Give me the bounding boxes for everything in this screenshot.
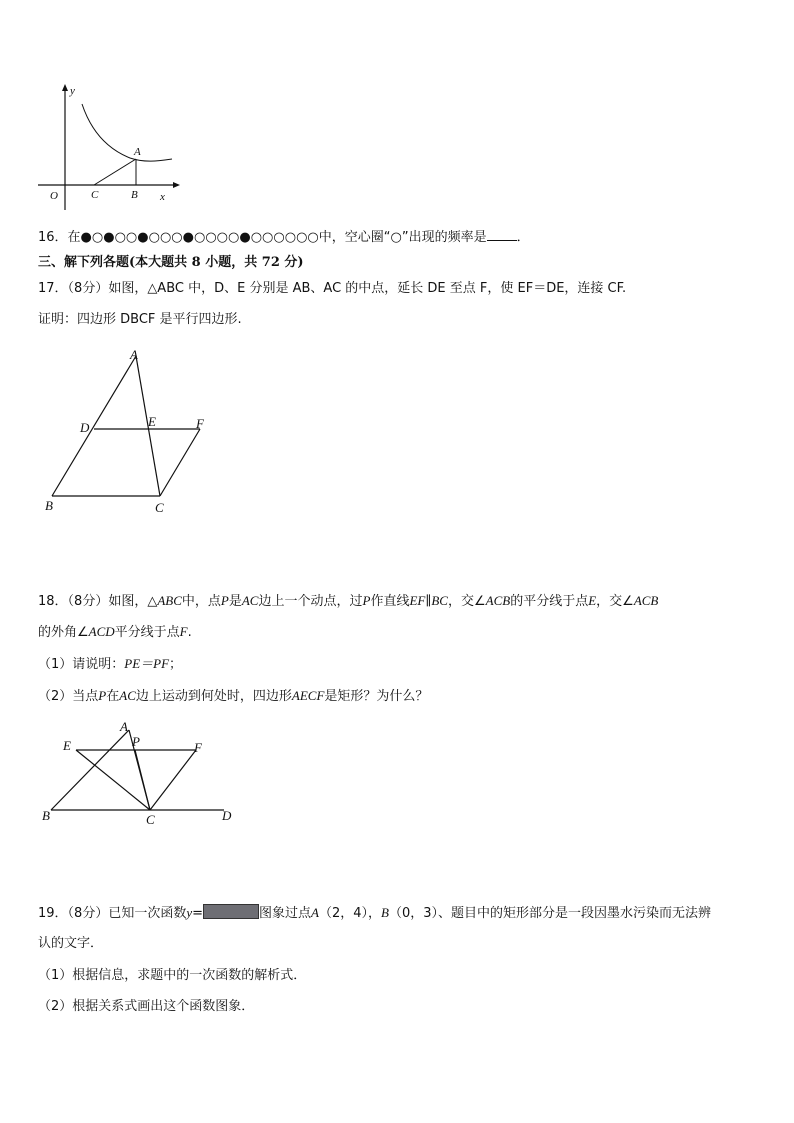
q18-text: 边上运动到何处时，四边形 xyxy=(135,689,292,704)
section-heading: 三、解下列各题(本大题共 8 小题，共 72 分) xyxy=(38,255,304,270)
q18-text: 的平分线于点 xyxy=(510,594,589,609)
q19-point-a: A xyxy=(311,905,319,920)
segment-ca xyxy=(94,159,136,185)
question-18-line2 xyxy=(38,623,192,642)
q18-line-ef: EF∥BC xyxy=(409,593,448,608)
y-axis-label: y xyxy=(70,85,75,97)
question-19-line1 xyxy=(38,904,711,923)
q18-text: . xyxy=(187,625,192,640)
segment-ec xyxy=(76,750,150,810)
question-19-line2: 认的文字． xyxy=(38,936,104,951)
y-axis-arrow xyxy=(62,84,68,91)
q18-text: 作直线 xyxy=(370,594,410,609)
function-graph-figure xyxy=(30,78,190,213)
q18-text: 在 xyxy=(106,689,120,704)
question-19-sub1: （1）根据信息，求题中的一次函数的解析式． xyxy=(38,968,307,983)
triangle-bisector-figure xyxy=(36,716,246,831)
label-f: F xyxy=(194,740,202,755)
q18-quadrilateral: AECF xyxy=(291,688,325,703)
q18-triangle: ABC xyxy=(157,593,182,608)
q18-text: ，交∠ xyxy=(447,594,486,609)
q18-text: 18．（8分）如图，△ xyxy=(38,594,158,609)
question-18-line1 xyxy=(38,592,658,611)
q19-text: 图象过点 xyxy=(259,906,312,921)
answer-blank xyxy=(487,228,517,241)
label-d: D xyxy=(222,808,232,823)
label-f: F xyxy=(196,416,204,431)
q18-point-e: E xyxy=(588,593,597,608)
q18-text: ，交∠ xyxy=(596,594,634,609)
segment-ab xyxy=(52,356,136,496)
question-17-line2: 证明：四边形 DBCF 是平行四边形. xyxy=(38,312,242,327)
label-e: E xyxy=(148,414,156,429)
q18-text: ； xyxy=(169,657,183,672)
label-e: E xyxy=(63,738,71,753)
q19-text: （2，4）， xyxy=(318,906,382,921)
label-b: B xyxy=(42,808,50,823)
q18-angle: ACD xyxy=(88,624,115,639)
q18-text: （1）请说明： xyxy=(38,657,125,672)
question-18-sub2 xyxy=(38,687,428,706)
label-c: C xyxy=(155,500,164,515)
q18-text: 是矩形？为什么？ xyxy=(324,689,429,704)
segment-cf xyxy=(160,429,200,496)
hyperbola-curve xyxy=(82,104,172,161)
q18-side-ac: AC xyxy=(241,593,259,608)
q18-equation: PE＝PF xyxy=(124,656,170,671)
q18-text: 边上一个动点，过 xyxy=(258,594,363,609)
segment-cf xyxy=(150,750,196,810)
segment-pc xyxy=(135,750,150,810)
question-17-line1: 17．（8分）如图，△ABC 中，D、E 分别是 AB、AC 的中点，延长 DE 至点 F，使 EF＝DE，连接 CF. xyxy=(38,281,627,296)
q18-point-f: F xyxy=(179,624,188,639)
q18-text: 平分线于点 xyxy=(114,625,180,640)
label-a: A xyxy=(130,347,138,362)
q18-point-p: P xyxy=(220,593,229,608)
x-axis-arrow xyxy=(173,182,180,188)
question-19-sub2: （2）根据关系式画出这个函数图象． xyxy=(38,999,255,1014)
q18-text: 是 xyxy=(228,594,242,609)
q19-point-b: B xyxy=(381,905,389,920)
q19-text: （0，3）、题目中的矩形部分是一段因墨水污染而无法辨 xyxy=(388,906,712,921)
label-a: A xyxy=(120,719,128,734)
question-16 xyxy=(38,228,530,247)
q19-var-y: y xyxy=(186,905,193,920)
point-a-label: A xyxy=(134,146,141,158)
label-c: C xyxy=(146,812,155,827)
q18-point-p: P xyxy=(362,593,371,608)
label-b: B xyxy=(45,498,53,513)
question-16-text: 16．在●○●○○●○○○●○○○○●○○○○○○中，空心圈“○”出现的频率是 xyxy=(38,230,487,245)
q18-angle: ACB xyxy=(485,593,511,608)
label-d: D xyxy=(80,420,90,435)
q18-side-ac: AC xyxy=(119,688,136,703)
q18-point-p: P xyxy=(98,688,107,703)
q18-text: （2）当点 xyxy=(38,689,99,704)
point-b-label: B xyxy=(131,189,138,201)
q19-text: = xyxy=(192,906,204,921)
q18-text: 的外角∠ xyxy=(38,625,89,640)
label-p: P xyxy=(132,734,140,749)
q19-text: 19．（8分）已知一次函数 xyxy=(38,906,187,921)
point-c-label: C xyxy=(91,189,99,201)
parallelogram-figure xyxy=(40,343,230,523)
x-axis-label: x xyxy=(160,191,165,203)
q18-text: 中，点 xyxy=(181,594,221,609)
question-16-suffix: ． xyxy=(516,230,530,245)
ink-stain-box xyxy=(203,904,259,919)
question-18-sub1 xyxy=(38,655,182,674)
origin-label: O xyxy=(50,190,58,202)
q18-angle: ACB xyxy=(633,593,659,608)
